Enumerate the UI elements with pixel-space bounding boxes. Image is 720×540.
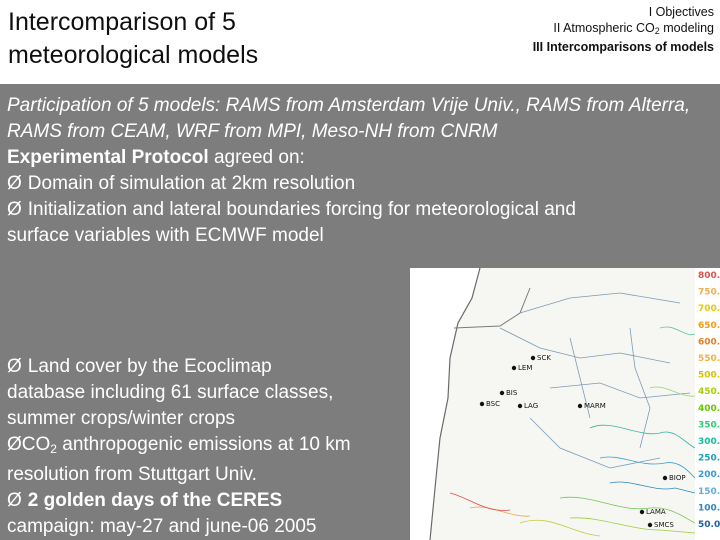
- legend-value: 350.: [698, 420, 720, 431]
- legend-value: 550.: [698, 354, 720, 364]
- bullet-3: [7, 354, 407, 380]
- station-label: BSC: [486, 400, 501, 408]
- bullet-5-text: 2 golden days of the CERES: [27, 490, 283, 511]
- station-marker: [512, 366, 516, 370]
- legend-value: 300.: [698, 437, 720, 447]
- nav-item2-pre: II Atmospheric CO: [553, 21, 655, 35]
- station-label: BIOP: [669, 474, 686, 482]
- legend-value: 200.: [698, 470, 720, 481]
- bullet-2: [7, 197, 707, 223]
- section-navigation: [533, 4, 714, 55]
- bullet-2-text: Initialization and lateral boundaries forcing for meteorological and: [27, 199, 576, 220]
- station-marker: [480, 402, 484, 406]
- legend-value: 100.: [698, 503, 720, 514]
- station-marker: [663, 476, 667, 480]
- bullet-2-line-2: surface variables with ECMWF model: [7, 225, 324, 246]
- title-line-1: Intercomparison of 5: [8, 8, 236, 36]
- nav-item2-sub: 2: [654, 26, 660, 36]
- bullet-arrow-icon: Ø: [7, 199, 22, 220]
- protocol-rest: agreed on:: [208, 147, 305, 168]
- station-label: LAMA: [646, 508, 666, 516]
- station-marker: [648, 523, 652, 527]
- bullet-4: [7, 432, 407, 462]
- protocol-line: [7, 145, 707, 171]
- station-marker: [500, 391, 504, 395]
- protocol-bold: Experimental Protocol: [7, 147, 209, 168]
- station-label: BIS: [506, 389, 518, 397]
- slide-header: [0, 0, 720, 84]
- legend-value: 800.: [698, 271, 720, 281]
- simulation-domain-map: [410, 268, 720, 540]
- legend-value: 750.: [698, 287, 720, 298]
- station-marker: [640, 510, 644, 514]
- intro-paragraph: Participation of 5 models: RAMS from Amsterdam Vrije Univ., RAMS from Alterra, RAMS from CEAM, WRF from MPI, Meso-NH from CNRM: [7, 95, 691, 142]
- station-marker: [578, 404, 582, 408]
- bullet-5: [7, 488, 407, 514]
- bullet-arrow-icon: Ø: [7, 173, 22, 194]
- legend-value: 400.: [698, 403, 720, 414]
- legend-value: 50.0: [698, 520, 720, 530]
- bullet-4-pre: CO: [21, 434, 51, 455]
- content-lower: [7, 354, 407, 540]
- station-label: SCK: [537, 354, 551, 362]
- station-label: MARM: [584, 402, 606, 410]
- bullet-1-text: Domain of simulation at 2km resolution: [27, 173, 356, 194]
- legend-value: 450.: [698, 387, 720, 398]
- bullet-5-line-2: campaign: may-27 and june-06 2005: [7, 516, 317, 537]
- station-marker: [518, 404, 522, 408]
- nav-item-intercomparisons[interactable]: III Intercomparisons of models: [532, 40, 714, 54]
- legend-value: 600.: [698, 337, 720, 348]
- station-label: LAG: [524, 402, 539, 410]
- nav-item-objectives[interactable]: I Objectives: [648, 5, 714, 19]
- bullet-4-sub: 2: [50, 442, 57, 456]
- content-upper: [7, 93, 707, 249]
- nav-item-atmospheric-co2[interactable]: [533, 20, 714, 39]
- legend-value: 500.: [698, 370, 720, 381]
- map-svg: [410, 268, 720, 540]
- station-label: LEM: [518, 364, 533, 372]
- legend-value: 700.: [698, 304, 720, 315]
- bullet-1: [7, 171, 707, 197]
- title-line-2: meteorological models: [8, 41, 259, 69]
- station-label: SMCS: [654, 521, 674, 529]
- legend-value: 150.: [698, 486, 720, 497]
- bullet-arrow-icon: Ø: [7, 490, 22, 511]
- bullet-3-line-3: summer crops/winter crops: [7, 408, 236, 429]
- bullet-arrow-icon: Ø: [7, 434, 22, 455]
- bullet-arrow-icon: Ø: [7, 356, 22, 377]
- nav-item2-post: modeling: [659, 21, 714, 35]
- slide-title: [8, 6, 348, 72]
- bullet-3-text: Land cover by the Ecoclimap: [27, 356, 272, 377]
- station-marker: [531, 356, 535, 360]
- bullet-3-line-2: database including 61 surface classes,: [7, 382, 334, 403]
- legend-value: 650.: [698, 320, 720, 331]
- bullet-4-line-2: resolution from Stuttgart Univ.: [7, 464, 257, 485]
- legend-value: 250.: [698, 453, 720, 464]
- bullet-4-post: anthropogenic emissions at 10 km: [56, 434, 351, 455]
